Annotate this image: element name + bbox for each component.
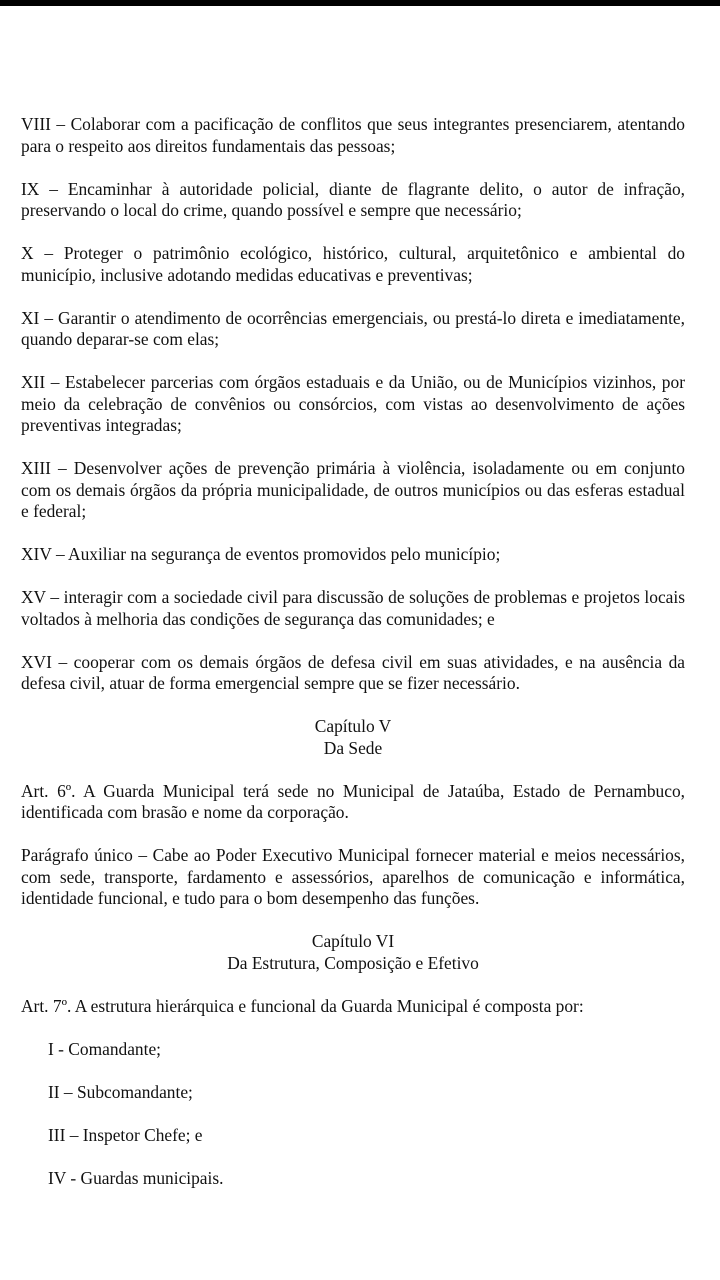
item-xiii: XIII – Desenvolver ações de prevenção primária à violência, isoladamente ou em conjunto com os demais órgãos da própria municipalidade, de outros municípios ou das esferas estadual e federal; [21,458,685,521]
list-item: III – Inspetor Chefe; e [48,1124,203,1145]
chapter-vi-title: Capítulo VI [311,931,395,951]
item-xi: XI – Garantir o atendimento de ocorrências emergenciais, ou prestá-lo direta e imediatamente, quando deparar-se com elas; [21,307,685,349]
list-item: IV - Guardas municipais. [48,1167,224,1188]
chapter-vi-heading [21,931,685,974]
chapter-v-heading [21,716,685,759]
list-item: I - Comandante; [48,1038,162,1059]
item-ix: IX – Encaminhar à autoridade policial, diante de flagrante delito, o autor de infração, preservando o local do crime, quando possível e sempre que necessário; [21,178,685,220]
chapter-v-subtitle: Da Sede [323,737,383,758]
item-xv: XV – interagir com a sociedade civil para discussão de soluções de problemas e projetos locais voltados à melhoria das condições de segurança das comunidades; e [21,587,685,629]
paragrafo-unico: Parágrafo único – Cabe ao Poder Executivo Municipal fornecer material e meios necessários, com sede, transporte, fardamento e assessórios, aparelhos de comunicação e informática, identidade funcional, e tudo para o bom desempenho das funções. [21,845,685,908]
item-x: X – Proteger o patrimônio ecológico, histórico, cultural, arquitetônico e ambiental do município, inclusive adotando medidas educativas e preventivas; [21,243,685,285]
list-item: II – Subcomandante; [48,1081,193,1102]
article-6: Art. 6º. A Guarda Municipal terá sede no Municipal de Jataúba, Estado de Pernambuco, identificada com brasão e nome da corporação. [21,780,685,822]
article-7: Art. 7º. A estrutura hierárquica e funcional da Guarda Municipal é composta por: [21,995,584,1016]
item-xvi: XVI – cooperar com os demais órgãos de defesa civil em suas atividades, e na ausência da defesa civil, atuar de forma emergencial sempre que se fizer necessário. [21,651,685,693]
item-xiv: XIV – Auxiliar na segurança de eventos promovidos pelo município; [21,544,501,564]
item-xii: XII – Estabelecer parcerias com órgãos estaduais e da União, ou de Municípios vizinhos, por meio da celebração de convênios ou consórcios, com vistas ao desenvolvimento de ações preventivas integradas; [21,372,685,435]
chapter-v-title: Capítulo V [314,716,392,736]
document-page [21,114,685,1189]
structure-list [21,1039,685,1190]
item-viii: VIII – Colaborar com a pacificação de conflitos que seus integrantes presenciarem, atentando para o respeito aos direitos fundamentais das pessoas; [21,114,685,156]
status-bar [0,0,720,6]
chapter-vi-subtitle: Da Estrutura, Composição e Efetivo [227,952,479,973]
